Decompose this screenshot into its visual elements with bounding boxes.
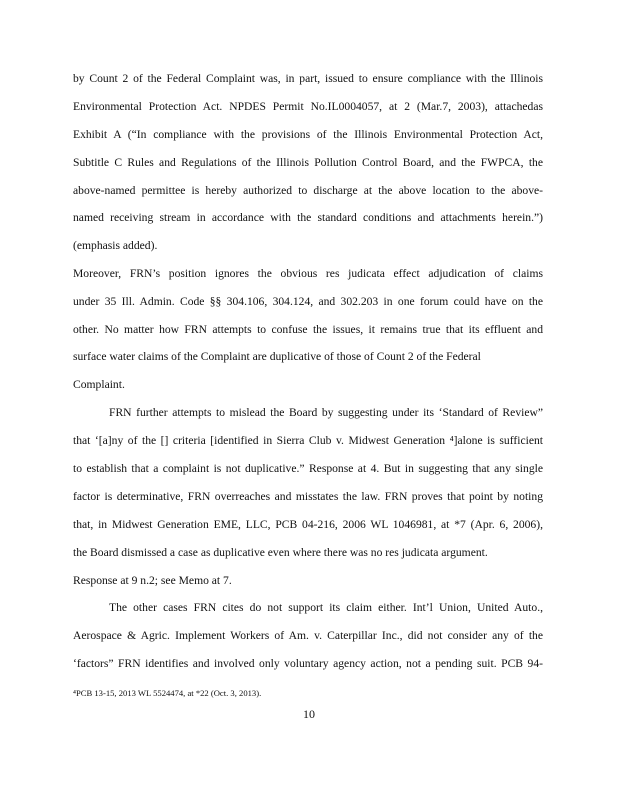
body-line-6: named receiving stream in accordance with the standard conditions and attachments herein.”) — [73, 211, 543, 224]
body-line-14: that ‘[a]ny of the [] criteria [identified in Sierra Club v. Midwest Generation ⁴]alone is sufficient — [73, 434, 543, 447]
body-line-11: surface water claims of the Complaint are duplicative of those of Count 2 of the Federal — [73, 350, 481, 363]
body-line-4: Subtitle C Rules and Regulations of the Illinois Pollution Control Board, and the FWPCA, the — [73, 156, 543, 169]
body-line-3: Exhibit A (“In compliance with the provisions of the Illinois Environmental Protection Act, — [73, 128, 543, 141]
body-line-9: under 35 Ill. Admin. Code §§ 304.106, 304.124, and 302.203 in one forum could have on the — [73, 295, 543, 308]
body-line-18: the Board dismissed a case as duplicative even where there was no res judicata argument. — [73, 546, 488, 559]
body-line-2: Environmental Protection Act. NPDES Permit No.IL0004057, at 2 (Mar.7, 2003), attachedas — [73, 100, 543, 113]
body-line-13: FRN further attempts to mislead the Board by suggesting under its ‘Standard of Review” — [109, 406, 543, 419]
body-line-1: by Count 2 of the Federal Complaint was, in part, issued to ensure compliance with the Illinois — [73, 72, 543, 85]
body-line-17: that, in Midwest Generation EME, LLC, PCB 04-216, 2006 WL 1046981, at *7 (Apr. 6, 2006), — [73, 518, 543, 531]
body-line-7: (emphasis added). — [73, 239, 158, 252]
body-line-8: Moreover, FRN’s position ignores the obvious res judicata effect adjudication of claims — [73, 267, 543, 280]
body-line-20: The other cases FRN cites do not support its claim either. Int’l Union, United Auto., — [109, 601, 543, 614]
body-line-21: Aerospace & Agric. Implement Workers of Am. v. Caterpillar Inc., did not consider any of the — [73, 629, 543, 642]
body-line-10: other. No matter how FRN attempts to confuse the issues, it remains true that its effluent and — [73, 323, 543, 336]
body-line-12: Complaint. — [73, 378, 125, 391]
body-line-5: above-named permittee is hereby authorized to discharge at the above location to the above- — [73, 184, 543, 197]
body-line-22: ‘factors” FRN identifies and involved only voluntary agency action, not a pending suit. PCB 94- — [73, 657, 543, 670]
body-line-15: to establish that a complaint is not duplicative.” Response at 4. But in suggesting that any single — [73, 462, 543, 475]
body-line-19: Response at 9 n.2; see Memo at 7. — [73, 574, 232, 587]
footnote: ⁴PCB 13-15, 2013 WL 5524474, at *22 (Oct. 3, 2013). — [73, 688, 262, 698]
page-number: 10 — [303, 707, 315, 721]
body-line-16: factor is determinative, FRN overreaches and misstates the law. FRN proves that point by noting — [73, 490, 543, 503]
